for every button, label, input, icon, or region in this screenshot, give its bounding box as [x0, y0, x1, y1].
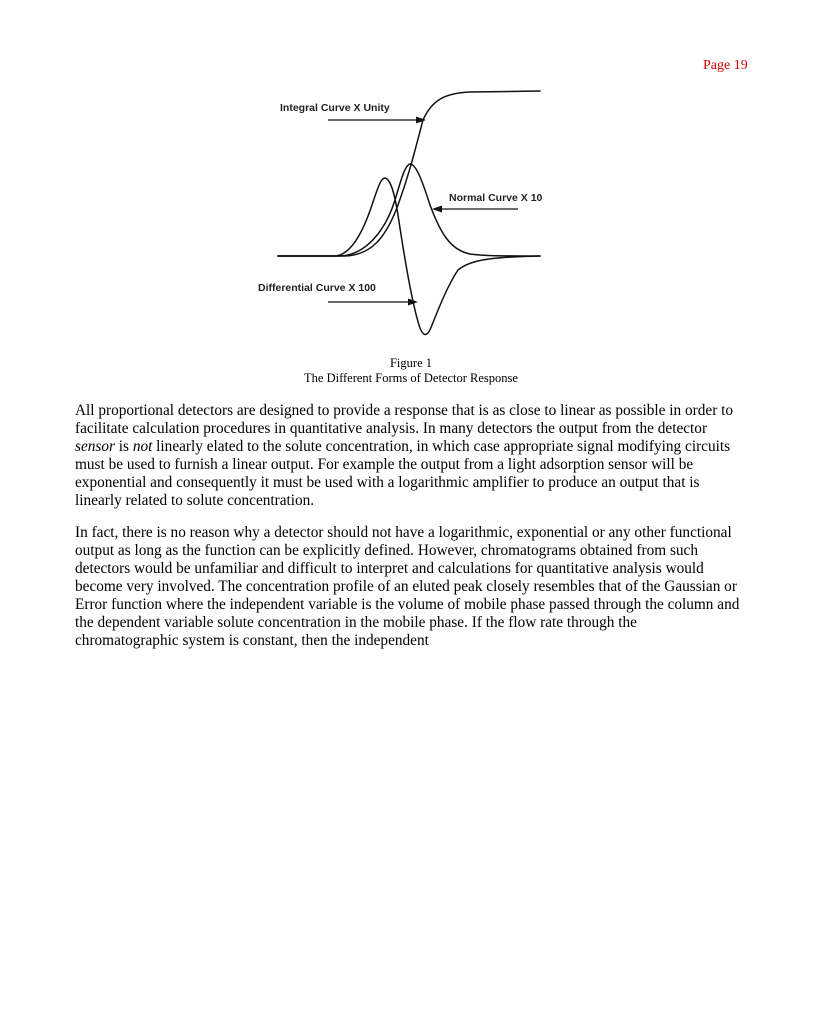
paragraph-1-text-b: is	[114, 438, 133, 455]
normal-curve	[278, 164, 540, 256]
paragraph-1	[75, 402, 743, 510]
emphasis-not: not	[132, 438, 153, 455]
page-number: Page 19	[703, 58, 748, 73]
paragraph-1-text-a: All proportional detectors are designed to provide a response that is as close to linear as possible in order to facilitate calculation procedures in quantitative analysis. In many detectors the output from the detector	[75, 402, 734, 437]
normal-curve-label: Normal Curve X 10	[449, 192, 543, 204]
figure-caption-title: Figure 1	[389, 356, 432, 370]
figure-caption-text: The Different Forms of Detector Response	[304, 371, 518, 385]
normal-arrowhead	[432, 206, 442, 213]
integral-curve-label: Integral Curve X Unity	[280, 102, 390, 114]
integral-curve	[278, 91, 540, 256]
emphasis-sensor: sensor	[75, 438, 115, 455]
differential-curve-label: Differential Curve X 100	[258, 282, 376, 294]
paragraph-2: In fact, there is no reason why a detector should not have a logarithmic, exponential or any other functional output as long as the function can be explicitly defined. However, chromatograms obtained from such detectors would be unfamiliar and difficult to interpret and calculations for quantitative analysis would become very involved. The concentration profile of an eluted peak closely resembles that of the Gaussian or Error function where the independent variable is the volume of mobile phase passed through the column and the dependent variable solute concentration in the mobile phase. If the flow rate through the chromatographic system is constant, then the independent	[75, 524, 740, 649]
detector-response-figure	[250, 80, 550, 350]
paragraph-1-text-c: linearly elated to the solute concentration, in which case appropriate signal modifying circuits must be used to furnish a linear output. For example the output from a light adsorption sensor will be exponential and consequently it must be used with a logarithmic amplifier to produce an output that is linearly related to solute concentration.	[75, 438, 731, 509]
